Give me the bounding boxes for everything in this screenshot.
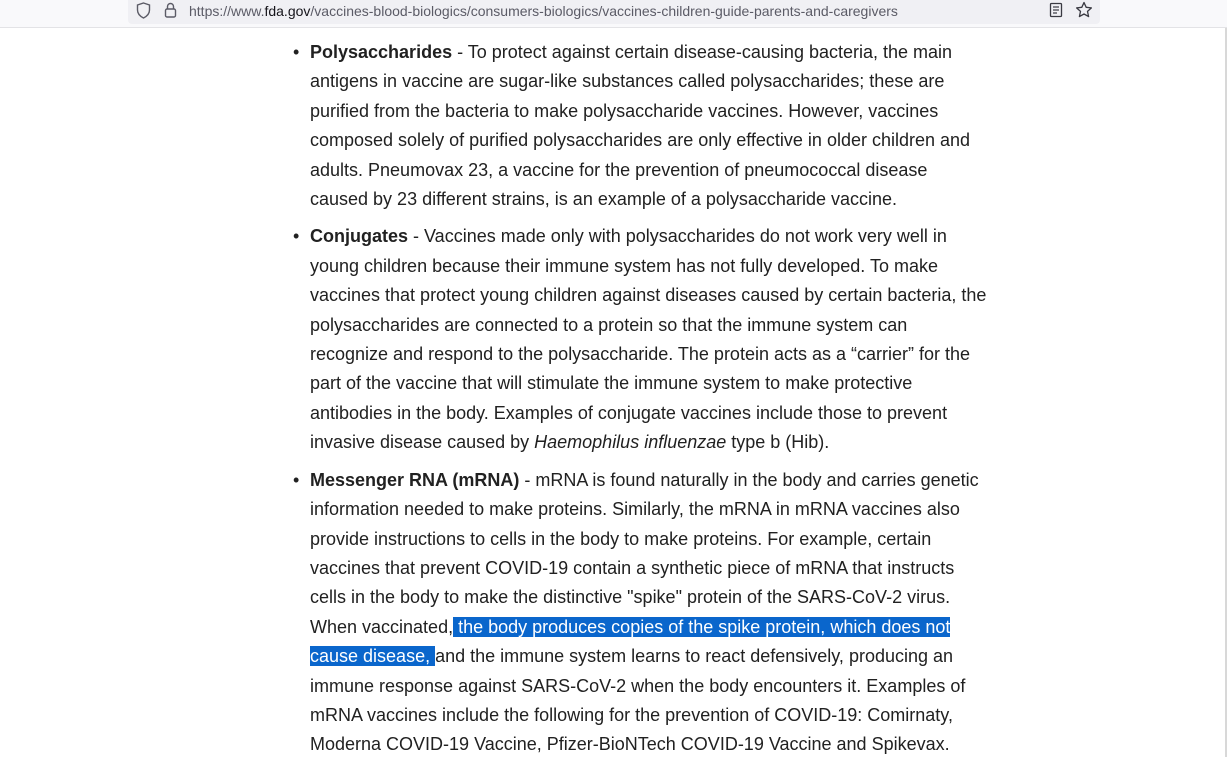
list-item-polysaccharides — [290, 38, 990, 214]
definition-text: - To protect against certain disease-causing bacteria, the main antigens in vaccine are sugar-like substances called polysaccharides; these are purified from the bacteria to make polysaccharide vaccines. However, vaccines composed solely of purified polysaccharides are only effective in older children and adults. Pneumovax 23, a vaccine for the prevention of pneumococcal disease caused by 23 different strains, is an example of a polysaccharide vaccine. — [310, 42, 971, 210]
list-item-mrna — [290, 466, 990, 760]
url-text[interactable]: https://www.fda.gov/vaccines-blood-biologics/consumers-biologics/vaccines-children-guide-parents-and-caregivers — [189, 3, 898, 19]
address-bar[interactable] — [128, 0, 1100, 24]
bullet-icon: • — [293, 469, 300, 490]
vaccine-type-list — [290, 38, 990, 760]
definition-text-end: type b (Hib). — [726, 432, 830, 453]
article-content — [290, 38, 990, 768]
lock-icon[interactable] — [164, 2, 177, 18]
reader-view-icon[interactable] — [1049, 2, 1063, 18]
definition-text: - mRNA is found naturally in the body and carries genetic information needed to make proteins. Similarly, the mRNA in mRNA vaccines also provide instructions to cells in the body to make proteins. For example, certain vaccines that prevent COVID-19 contain a synthetic piece of mRNA that instructs cells in the body to make the distinctive "spike" protein of the SARS-CoV-2 virus. When vaccinated, — [310, 469, 979, 637]
shield-icon[interactable] — [136, 2, 151, 19]
term-label: Messenger RNA (mRNA) — [310, 469, 520, 490]
term-label: Conjugates — [310, 226, 409, 247]
list-item-conjugates — [290, 222, 990, 457]
bullet-icon: • — [293, 226, 300, 247]
definition-text: - Vaccines made only with polysaccharides do not work very well in young children because their immune system has not fully developed. To make vaccines that protect young children against diseases caused by certain bacteria, the polysaccharides are connected to a protein so that the immune system can recognize and respond to the polysaccharide. The protein acts as a “carrier” for the part of the vaccine that will stimulate the immune system to make protective antibodies in the body. Examples of conjugate vaccines include those to prevent invasive disease caused by — [310, 226, 987, 453]
term-label: Polysaccharides — [310, 42, 453, 62]
selected-text[interactable]: the body produces copies of the spike protein, which does not cause disease, — [310, 616, 951, 667]
bullet-icon: • — [293, 42, 300, 62]
bookmark-star-icon[interactable] — [1075, 1, 1093, 19]
definition-text-end: and the immune system learns to react defensively, producing an immune response against SARS-CoV-2 when the body encounters it. Examples of mRNA vaccines include the following for the prevention of COVID-19: Comirnaty, Moderna COVID-19 Vaccine, Pfizer-BioNTech COVID-19 Vaccine and Spikevax. — [310, 646, 966, 755]
organism-name: Haemophilus influenzae — [534, 432, 727, 453]
browser-toolbar — [0, 0, 1227, 28]
